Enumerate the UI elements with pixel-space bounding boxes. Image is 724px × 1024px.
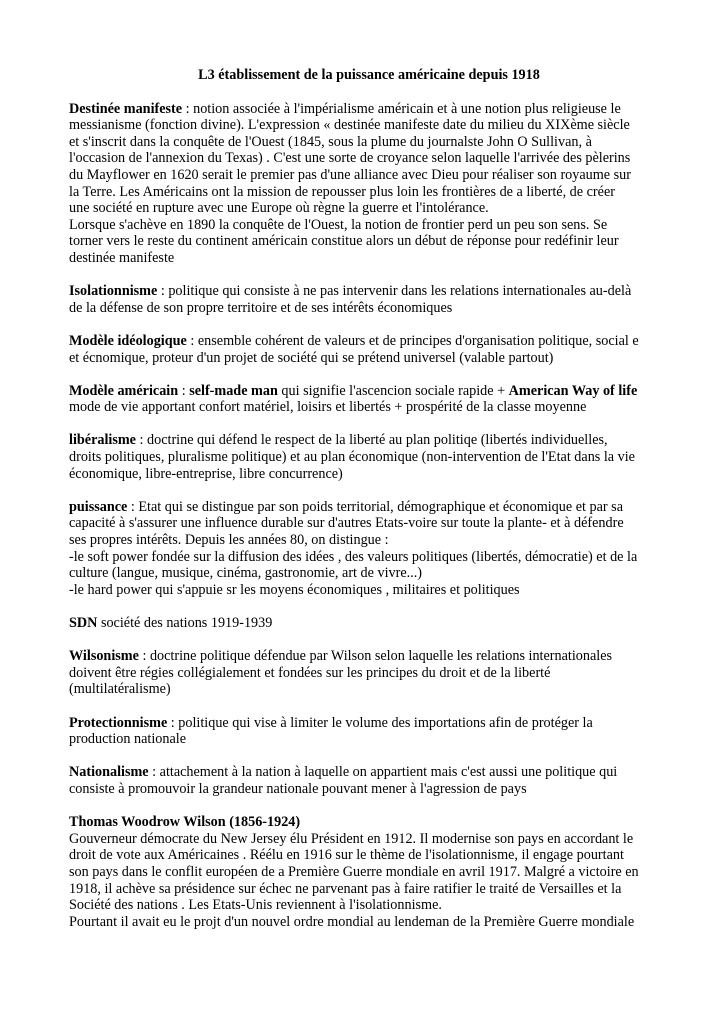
- definition-text: : Etat qui se distingue par son poids territorial, démographique et économique et par sa: [127, 498, 623, 515]
- definition-line: -le soft power fondée sur la diffusion des idées , des valeurs politiques (libertés, démocratie) et de la: [69, 548, 638, 565]
- definition-text: qui signifie l'ascencion sociale rapide +: [277, 382, 509, 399]
- definition-line: (multilatéralisme): [69, 681, 171, 698]
- definition-text: : politique qui vise à limiter le volume des importations afin de protéger la: [167, 714, 593, 731]
- biography-wilson: [69, 814, 669, 930]
- definition-line: production nationale: [69, 731, 187, 748]
- definition-line: ses propres intérêts. Depuis les années 80, on distingue :: [69, 532, 389, 549]
- definition-text: : politique qui consiste à ne pas intervenir dans les relations internationales au-delà: [157, 283, 632, 300]
- definition-line: économique, libre-entreprise, libre concurrence): [69, 465, 343, 482]
- definition-line: messianisme (fonction divine). L'expression « destinée manifeste date du milieu du XIXème siècle: [69, 117, 630, 134]
- definition-protectionnisme: [69, 715, 669, 748]
- term-label: Nationalisme: [69, 764, 149, 781]
- definition-line: mode de vie apportant confort matériel, loisirs et libertés + prospérité de la classe moyenne: [69, 399, 587, 416]
- definition-line: culture (langue, musique, cinéma, gastronomie, art de vivre...): [69, 565, 422, 582]
- definition-line: -le hard power qui s'appuie sr les moyens économiques , militaires et politiques: [69, 581, 520, 598]
- term-label: Isolationnisme: [69, 283, 158, 300]
- term-label: SDN: [69, 615, 98, 631]
- biography-line: Pourtant il avait eu le projt d'un nouvel ordre mondial au lendeman de la Première Guerre mondiale: [69, 913, 635, 930]
- definition-line: la Terre. Les Américains ont la mission de repousser plus loin les frontières de a liberté, de créer: [69, 183, 615, 200]
- term-label: puissance: [69, 498, 128, 515]
- definition-line: de la défense de son propre territoire et de ses intérêts économiques: [69, 299, 453, 316]
- definition-line: Lorsque s'achève en 1890 la conquête de l'Ouest, la notion de frontier perd un peu son sens. Se: [69, 216, 608, 233]
- definition-line: une société en rupture avec une Europe où règne la guerre et l'intolérance.: [69, 200, 489, 217]
- definition-line: torner vers le reste du continent américain constitue alors un début de réponse pour redéfinir leur: [69, 233, 619, 250]
- definition-line: et s'inscrit dans la conquête de l'Ouest (1845, sous la plume du journalste John O Sullivan, à: [69, 133, 592, 150]
- term-label: Protectionnisme: [69, 714, 168, 731]
- term-label: American Way of life: [508, 382, 638, 399]
- biography-line: son pays dans le conflit européen de a Première Guerre mondiale en avril 1917. Malgré a victoire en: [69, 863, 639, 880]
- term-label: self-made man: [189, 382, 278, 399]
- definition-line: du Mayflower en 1620 serait le premier pas d'une alliance avec Dieu pour réaliser son royaume sur: [69, 166, 631, 183]
- definition-text: : ensemble cohérent de valeurs et de principes d'organisation politique, social e: [186, 332, 639, 349]
- definition-line: consiste à promouvoir la grandeur nationale pouvant mener à l'agression de pays: [69, 780, 527, 797]
- term-label: Destinée manifeste: [69, 100, 183, 117]
- definition-modele-ideologique: [69, 333, 669, 366]
- biography-line: droit de vote aux Américaines . Réélu en 1916 sur le thème de l'isolationnisme, il engage pourtant: [69, 847, 624, 864]
- definition-sdn: [69, 615, 669, 632]
- definition-line: destinée manifeste: [69, 249, 175, 266]
- biography-line: Gouverneur démocrate du New Jersey élu Président en 1912. Il modernise son pays en accordant le: [69, 830, 634, 847]
- definition-text: : doctrine politique défendue par Wilson selon laquelle les relations internationales: [138, 648, 613, 665]
- document-page: [69, 67, 669, 947]
- definition-text: : doctrine qui défend le respect de la liberté au plan politiqe (libertés individuelles,: [135, 432, 608, 449]
- definition-line: [69, 101, 669, 118]
- definition-line: [69, 283, 669, 300]
- separator-text: :: [178, 382, 190, 399]
- definition-line: capacité à s'assurer une influence durable sur d'autres Etats-voire sur toute la plante- et à défendre: [69, 515, 624, 532]
- biography-heading: [69, 814, 669, 831]
- definition-line: et écnomique, proteur d'un projet de société qui se prétend universel (valable partout): [69, 349, 554, 366]
- term-label: Thomas Woodrow Wilson (1856-1924): [69, 814, 301, 831]
- definition-line: doivent être régies collégialement et fondées sur les principes du droit et de la liberté: [69, 664, 551, 681]
- term-label: Modèle idéologique: [69, 332, 187, 349]
- definition-isolationnisme: [69, 283, 669, 316]
- biography-line: 1918, il achève sa présidence sur échec ne parvenant pas à faire ratifier le traité de Versailles et la: [69, 880, 622, 897]
- term-label: libéralisme: [69, 432, 136, 449]
- definition-line: [69, 333, 669, 350]
- definition-line: [69, 615, 669, 632]
- definition-line: droits politiques, pluralisme politique) et au plan économique (non-intervention de l'Etat dans la vie: [69, 449, 635, 466]
- definition-line: [69, 764, 669, 781]
- definition-line: l'occasion de l'annexion du Texas) . C'est une sorte de croyance selon laquelle l'arrivée des pèlerins: [69, 150, 631, 167]
- definition-destinee-manifeste: [69, 101, 669, 267]
- definition-puissance: [69, 499, 669, 599]
- definition-modele-americain: [69, 383, 669, 416]
- definition-wilsonisme: [69, 648, 669, 698]
- biography-line: Société des nations . Les Etats-Unis reviennent à l'isolationnisme.: [69, 897, 442, 914]
- definition-text: : attachement à la nation à laquelle on appartient mais c'est aussi une politique qui: [148, 764, 618, 781]
- definition-line: [69, 432, 669, 449]
- definition-nationalisme: [69, 764, 669, 797]
- definition-line: [69, 383, 669, 400]
- document-title: L3 établissement de la puissance américaine depuis 1918: [198, 67, 540, 83]
- definition-text: : notion associée à l'impérialisme américain et à une notion plus religieuse le: [182, 100, 621, 117]
- term-label: Wilsonisme: [69, 648, 139, 665]
- definition-text: société des nations 1919-1939: [97, 615, 273, 631]
- definition-line: [69, 499, 669, 516]
- definition-liberalisme: [69, 432, 669, 482]
- definition-line: [69, 648, 669, 665]
- definition-line: [69, 715, 669, 732]
- term-label: Modèle américain: [69, 382, 179, 399]
